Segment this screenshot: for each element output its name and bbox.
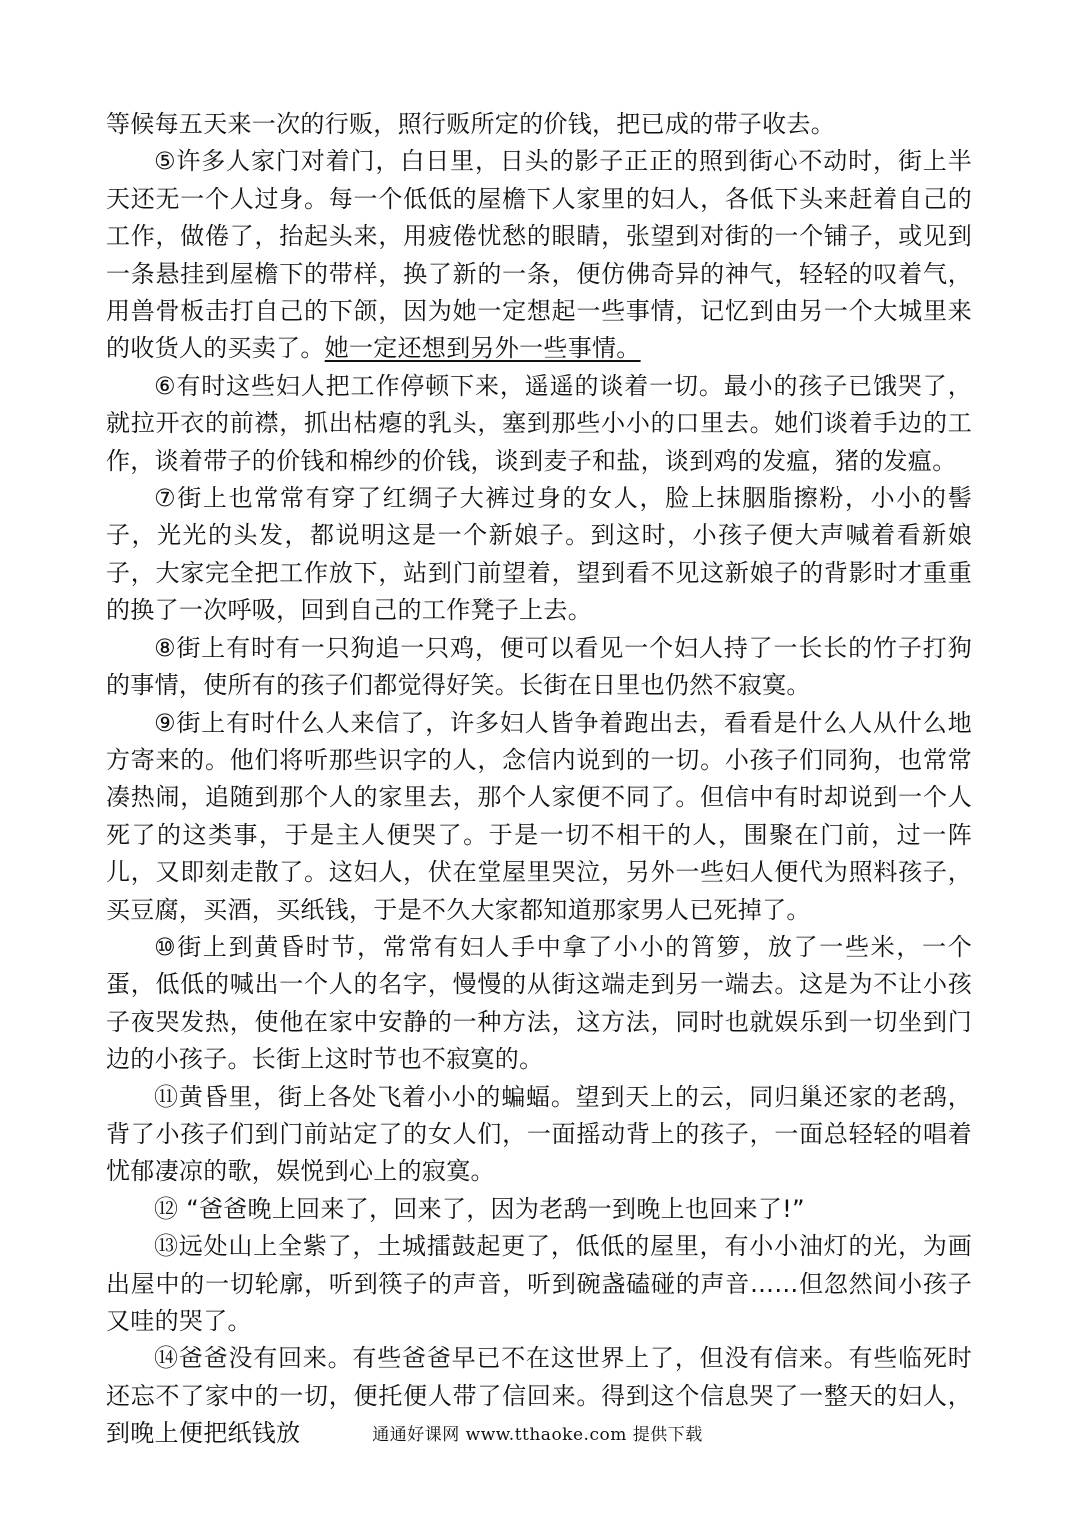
paragraph-14: ⑭爸爸没有回来。有些爸爸早已不在这世界上了，但没有信来。有些临死时还忘不了家中的一切，便托便人带了信回来。得到这个信息哭了一整天的妇人，到晚上便把纸钱放 <box>106 1344 972 1448</box>
paragraph-12: ⑫ “爸爸晚上回来了，回来了，因为老鸹一到晚上也回来了!” <box>154 1194 805 1223</box>
paragraph-10: ⑩街上到黄昏时节，常常有妇人手中拿了小小的筲箩，放了一些米，一个蛋，低低的喊出一个人的名字，慢慢的从街这端走到另一端去。这是为不让小孩子夜哭发热，使他在家中安静的一种方法，这方法，同时也就娱乐到一切坐到门边的小孩子。长街上这时节也不寂寞的。 <box>106 932 972 1074</box>
paragraph-8: ⑧街上有时有一只狗追一只鸡，便可以看见一个妇人持了一长长的竹子打狗的事情，使所有的孩子们都觉得好笑。长街在日里也仍然不寂寞。 <box>106 633 972 700</box>
paragraph-5 <box>106 143 972 367</box>
paragraph-5-underlined-sentence: 她一定还想到另外一些事情。 <box>324 334 641 363</box>
document-body <box>106 106 972 1453</box>
paragraph-11: ⑪黄昏里，街上各处飞着小小的蝙蝠。望到天上的云，同归巢还家的老鸹，背了小孩子们到门前站定了的女人们，一面摇动背上的孩子，一面总轻轻的唱着忧郁凄凉的歌，娱悦到心上的寂寞。 <box>106 1082 972 1186</box>
paragraph-continuation: 等候每五天来一次的行贩，照行贩所定的价钱，把已成的带子收去。 <box>106 110 835 138</box>
paragraph-6: ⑥有时这些妇人把工作停顿下来，遥遥的谈着一切。最小的孩子已饿哭了，就拉开衣的前襟，抓出枯瘪的乳头，塞到那些小小的口里去。她们谈着手边的工作，谈着带子的价钱和棉纱的价钱，谈到麦子和盐，谈到鸡的发瘟，猪的发瘟。 <box>106 371 972 475</box>
paragraph-9: ⑨街上有时什么人来信了，许多妇人皆争着跑出去，看看是什么人从什么地方寄来的。他们将听那些识字的人，念信内说到的一切。小孩子们同狗，也常常凑热闹，追随到那个人的家里去，那个人家便不同了。但信中有时却说到一个人死了的这类事，于是主人便哭了。于是一切不相干的人，围聚在门前，过一阵儿，又即刻走散了。这妇人，伏在堂屋里哭泣，另外一些妇人便代为照料孩子，买豆腐，买酒，买纸钱，于是不久大家都知道那家男人已死掉了。 <box>106 708 972 924</box>
page-footer: 通通好课网 www.tthaoke.com 提供下载 <box>372 1425 703 1445</box>
paragraph-13: ⑬远处山上全紫了，土城擂鼓起更了，低低的屋里，有小小油灯的光，为画出屋中的一切轮廓，听到筷子的声音，听到碗盏磕碰的声音……但忽然间小孩子又哇的哭了。 <box>106 1232 972 1335</box>
paragraph-5-text: ⑤许多人家门对着门，白日里，日头的影子正正的照到街心不动时，街上半天还无一个人过身。每一个低低的屋檐下人家里的妇人，各低下头来赶着自己的工作，做倦了，抬起头来，用疲倦忧愁的眼睛，张望到对街的一个铺子，或见到一条悬挂到屋檐下的带样，换了新的一条，便仿佛奇异的神气，轻轻的叹着气，用兽骨板击打自己的下颌，因为她一定想起一些事情，记忆到由另一个大城里来的收货人的买卖了。 <box>106 147 972 363</box>
paragraph-7: ⑦街上也常常有穿了红绸子大裤过身的女人，脸上抹胭脂擦粉，小小的髻子，光光的头发，都说明这是一个新娘子。到这时，小孩子便大声喊着看新娘子，大家完全把工作放下，站到门前望着，望到看不见这新娘子的背影时才重重的换了一次呼吸，回到自己的工作凳子上去。 <box>106 484 972 625</box>
